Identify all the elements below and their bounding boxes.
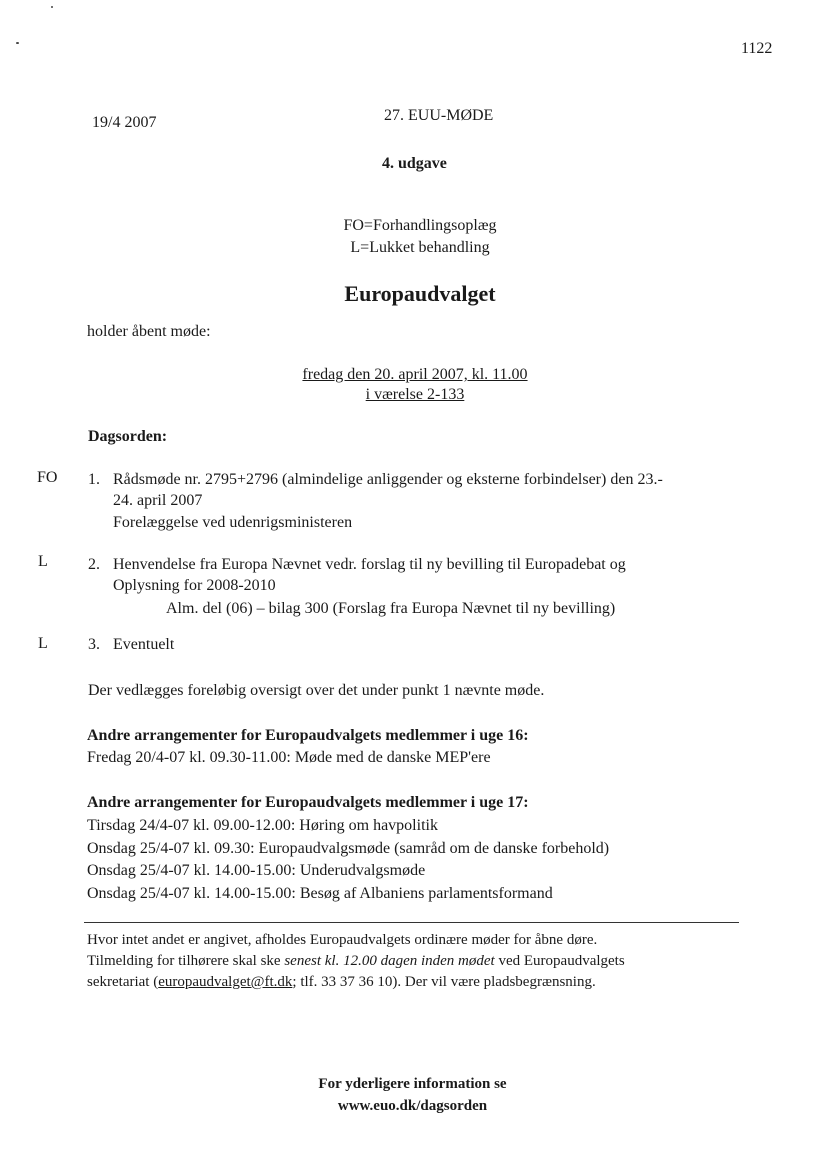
agenda-item-text: Eventuelt <box>113 636 175 653</box>
agenda-tag: L <box>38 635 48 652</box>
agenda-item-text: Oplysning for 2008-2010 <box>113 577 276 594</box>
event-item: Onsdag 25/4-07 kl. 14.00-15.00: Underudvalgsmøde <box>87 862 426 879</box>
agenda-item-text: 24. april 2007 <box>113 492 203 509</box>
edition: 4. udgave <box>382 155 447 172</box>
agenda-heading: Dagsorden: <box>88 428 168 445</box>
attachment-note: Der vedlægges foreløbig oversigt over det under punkt 1 nævnte møde. <box>88 682 545 699</box>
agenda-number: 1. <box>88 471 100 488</box>
agenda-tag: FO <box>37 469 58 486</box>
week16-heading: Andre arrangementer for Europaudvalgets medlemmer i uge 16: <box>87 727 529 744</box>
footnote-deadline: senest kl. 12.00 dagen inden mødet <box>284 953 495 969</box>
legend-fo: FO=Forhandlingsoplæg <box>343 217 497 234</box>
meeting-room: i værelse 2-133 <box>365 386 465 403</box>
footnote-text: ved Europaudvalgets <box>494 953 625 969</box>
footnote-text: Tilmelding for tilhørere skal ske <box>87 953 285 969</box>
page-number: 1122 <box>741 40 773 57</box>
footnote-line <box>87 974 596 991</box>
footnote-text: ; tlf. 33 37 36 10). Der vil være pladsbegrænsning. <box>292 974 596 990</box>
footnote-line: Hvor intet andet er angivet, afholdes Europaudvalgets ordinære møder for åbne døre. <box>87 932 598 948</box>
agenda-item-text: Henvendelse fra Europa Nævnet vedr. forslag til ny bevilling til Europadebat og <box>113 556 626 573</box>
footnote-divider <box>84 922 739 923</box>
week17-heading: Andre arrangementer for Europaudvalgets medlemmer i uge 17: <box>87 794 529 811</box>
event-item: Onsdag 25/4-07 kl. 14.00-15.00: Besøg af Albaniens parlamentsformand <box>87 885 553 902</box>
committee-title: Europaudvalget <box>344 281 496 306</box>
scan-speck <box>16 42 19 44</box>
agenda-item-text: Rådsmøde nr. 2795+2796 (almindelige anliggender og eksterne forbindelser) den 23.- <box>113 471 663 488</box>
agenda-number: 3. <box>88 636 100 653</box>
footnote-line <box>87 953 625 970</box>
event-item: Fredag 20/4-07 kl. 09.30-11.00: Møde med de danske MEP'ere <box>87 749 491 766</box>
holds-meeting: holder åbent møde: <box>87 323 211 340</box>
more-info-label: For yderligere information se <box>318 1076 507 1092</box>
scan-speck <box>51 6 53 8</box>
more-info-url[interactable]: www.euo.dk/dagsorden <box>337 1098 488 1114</box>
document-date: 19/4 2007 <box>92 114 157 131</box>
legend-l: L=Lukket behandling <box>350 239 490 256</box>
footnote-text: sekretariat ( <box>87 974 159 990</box>
agenda-number: 2. <box>88 556 100 573</box>
meeting-time: fredag den 20. april 2007, kl. 11.00 <box>302 366 528 383</box>
event-item: Onsdag 25/4-07 kl. 09.30: Europaudvalgsmøde (samråd om de danske forbehold) <box>87 840 610 857</box>
event-item: Tirsdag 24/4-07 kl. 09.00-12.00: Høring om havpolitik <box>87 817 438 834</box>
meeting-title: 27. EUU-MØDE <box>384 107 494 124</box>
agenda-item-text: Alm. del (06) – bilag 300 (Forslag fra Europa Nævnet til ny bevilling) <box>166 600 616 617</box>
agenda-item-text: Forelæggelse ved udenrigsministeren <box>113 514 353 531</box>
email-link[interactable]: europaudvalget@ft.dk <box>158 974 293 990</box>
agenda-tag: L <box>38 553 48 570</box>
